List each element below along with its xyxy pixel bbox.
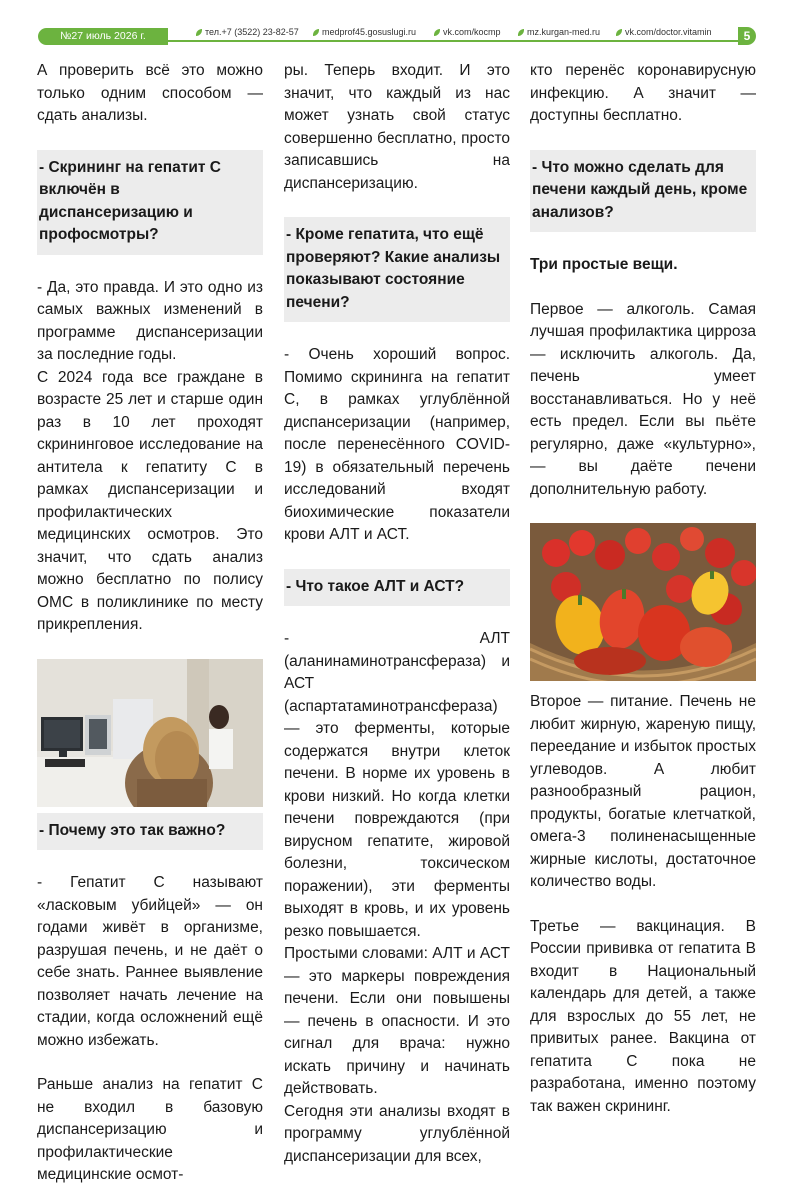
- contact-phone: тел.+7 (3522) 23-82-57: [196, 27, 299, 37]
- vegetables-illustration: [530, 523, 756, 681]
- contact-website[interactable]: medprof45.gosuslugi.ru: [313, 27, 416, 37]
- paragraph: Первое — алкоголь. Самая лучшая профилактика цирроза — исключить алкоголь. Да, печень умеет восстанавливаться. Но у неё есть предел. Если вы пьёте регулярно, даже «культурно», — вы даёте печени дополнительную работу.: [530, 300, 756, 498]
- page-header: [0, 0, 794, 48]
- contact-mz-site[interactable]: mz.kurgan-med.ru: [518, 27, 600, 37]
- leaf-icon: [616, 29, 622, 36]
- question-heading: - Что можно сделать для печени каждый день, кроме анализов?: [530, 150, 756, 233]
- page-number: 5: [738, 27, 756, 45]
- paragraph: Простыми словами: АЛТ и АСТ — это маркеры повреждения печени. Если они повышены — печень в опасности. И это сигнал для врача: нужно искать причину и начинать действовать.: [284, 945, 510, 1097]
- contact-vk-kocmp[interactable]: vk.com/kocmp: [434, 27, 501, 37]
- leaf-icon: [313, 29, 319, 36]
- paragraph: Раньше анализ на гепатит С не входил в базовую диспансеризацию и профилактические медицинские осмот-: [37, 1076, 263, 1183]
- question-heading: - Что такое АЛТ и АСТ?: [284, 569, 510, 607]
- leaf-icon: [518, 29, 524, 36]
- paragraph: - АЛТ (аланинаминотрансфераза) и АСТ (аспартатаминотрансфераза) — это ферменты, которые содержатся внутри клеток печени. В норме их уровень в крови низкий. Но когда клетки печени повреждаются (при вирусном гепатите, жировой болезни, токсическом поражении), эти ферменты выходят в кровь, и их уровень резко повышается.: [284, 630, 510, 940]
- issue-label: №27 июль 2026 г.: [38, 28, 168, 45]
- paragraph: кто перенёс коронавирусную инфекцию. А значит — доступны бесплатно.: [530, 62, 756, 124]
- paragraph: С 2024 года все граждане в возрасте 25 лет и старше один раз в 10 лет проходят скрининговое исследование на антитела к гепатиту С в рамках диспансеризации и профилактических медицинских осмотров. Это значит, что сдать анализ можно бесплатно по полису ОМС в поликлинике по месту прикрепления.: [37, 368, 263, 633]
- contact-vk-doctor[interactable]: vk.com/doctor.vitamin: [616, 27, 712, 37]
- leaf-icon: [196, 29, 202, 36]
- question-heading: - Кроме гепатита, что ещё проверяют? Какие анализы показывают состояние печени?: [284, 217, 510, 322]
- paragraph: - Да, это правда. И это одно из самых важных изменений в программе диспансеризации за последние годы.: [37, 278, 263, 363]
- paragraph: Второе — питание. Печень не любит жирную, жареную пищу, переедание и избыток простых углеводов. А любит разнообразный рацион, продукты, богатые клетчаткой, омега-3 полиненасыщенные жирные кислоты, достаточное количество воды.: [530, 693, 756, 890]
- column-1: [37, 60, 263, 1187]
- header-rule: [168, 40, 738, 42]
- subheading: Три простые вещи.: [530, 256, 678, 273]
- question-heading: - Почему это так важно?: [37, 813, 263, 851]
- paragraph: - Очень хороший вопрос. Помимо скрининга на гепатит С, в рамках углублённой диспансеризации (например, после перенесённого COVID-19) в обязательный перечень исследований входят биохимические показатели крови АЛТ и АСТ.: [284, 346, 510, 543]
- paragraph: Третье — вакцинация. В России прививка от гепатита В входит в Национальный календарь для детей, а также для взрослых до 55 лет, не привитых ранее. Вакцина от гепатита С пока не разработана, именно поэтому так важен скрининг.: [530, 917, 756, 1115]
- paragraph: - Гепатит С называют «ласковым убийцей» — он годами живёт в организме, разрушая печень, и не даёт о себе знать. Раннее выявление позволяет начать лечение на стадии, когда осложнений ещё можно избежать.: [37, 874, 263, 1049]
- paragraph: А проверить всё это можно только одним способом — сдать анализы.: [37, 62, 263, 124]
- column-2: [284, 60, 510, 1168]
- paragraph: ры. Теперь входит. И это значит, что каждый из нас может узнать свой статус совершенно бесплатно, просто записавшись на диспансеризацию.: [284, 62, 510, 192]
- vegetables-basket-photo: [530, 523, 756, 681]
- paragraph: Сегодня эти анализы входят в программу углублённой диспансеризации для всех,: [284, 1102, 510, 1165]
- column-3: [530, 60, 756, 1118]
- clinic-office-photo: [37, 659, 263, 807]
- leaf-icon: [434, 29, 440, 36]
- office-illustration: [37, 659, 263, 807]
- question-heading: - Скрининг на гепатит С включён в диспансеризацию и профосмотры?: [37, 150, 263, 255]
